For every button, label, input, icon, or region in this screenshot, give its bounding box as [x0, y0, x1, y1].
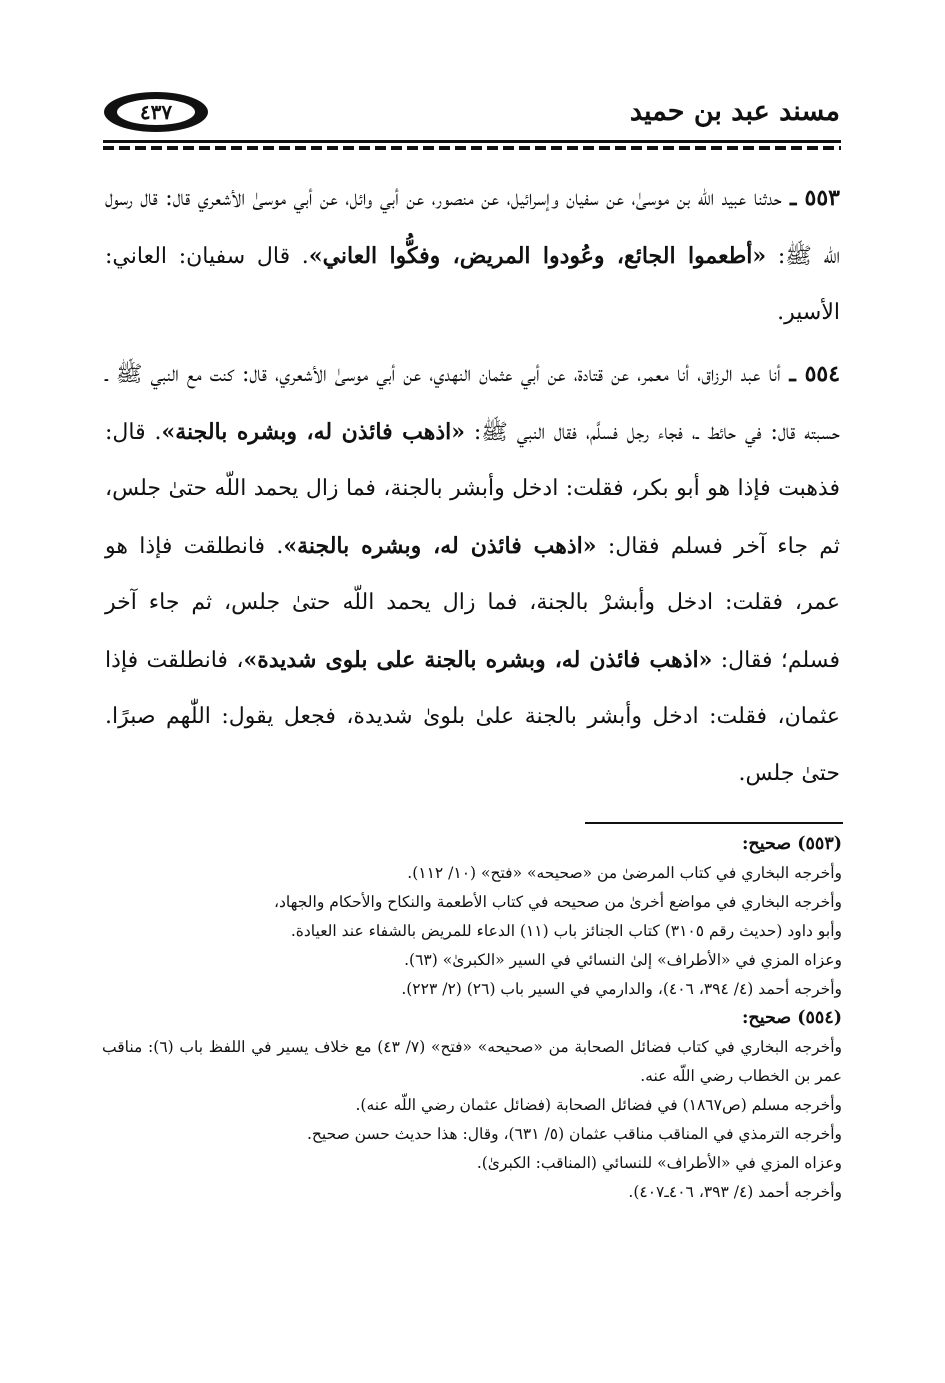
hadith-554-body-3: . فانطلقت فإذا هو عمر، فقلت: ادخل وأبشرْ بالجنة، فما زال يحمد اللّه حتىٰ جلس، ثم جاء آخر فسلم؛ فقال:: [105, 533, 840, 673]
hadith-554: [105, 346, 840, 802]
header-rule: [103, 140, 841, 152]
footnote-554-line: وعزاه المزي في «الأطراف» للنسائي (المناقب: الكبرىٰ).: [476, 1154, 842, 1172]
hadith-554-text: [105, 346, 840, 802]
hadith-554-dash: ـ: [780, 361, 805, 387]
page-header: [100, 88, 840, 138]
header-rule-dashed: [103, 146, 841, 150]
hadith-554-number: ٥٥٤: [804, 361, 841, 387]
page-number: ٤٣٧: [117, 99, 195, 125]
hadith-554-body-2: . قال: فذهبت فإذا هو أبو بكر، فقلت: ادخل وأبشر بالجنة، فما زال يحمد اللّه حتىٰ جلس، ثم جاء آخر فسلم فقال:: [105, 419, 840, 559]
hadith-553-body-2: . قال سفيان: العاني: الأسير.: [105, 243, 840, 325]
hadith-554-saying-3: «اذهب فائذن له، وبشره بالجنة على بلوى شديدة»: [243, 646, 713, 673]
footnote-553-heading: (٥٥٣) صحيح:: [741, 834, 842, 854]
hadith-554-body-4: ، فانطلقت فإذا عثمان، فقلت: ادخل وأبشر بالجنة علىٰ بلوىٰ شديدة، فجعل يقول: اللّٰهم صبرًا. حتىٰ جلس.: [105, 647, 840, 786]
hadith-553-text: [105, 170, 840, 342]
book-title: مسند عبد بن حميد: [629, 96, 840, 127]
footnote-separator: [585, 822, 843, 824]
footnote-553-line: وأخرجه أحمد (٤/ ٣٩٤، ٤٠٦)، والدارمي في السير باب (٢٦) (٢/ ٢٢٣).: [401, 980, 842, 998]
footnote-554-line: وأخرجه أحمد (٤/ ٣٩٣، ٤٠٦ـ٤٠٧).: [628, 1183, 842, 1201]
hadith-553-body-1: حدثنا عبيد اللّه بن موسىٰ، عن سفيان وإسرائيل، عن منصور، عن أبي وائل، عن أبي موسىٰ الأشعري قال: قال رسول اللّه ﷺ:: [105, 186, 840, 269]
header-rule-solid: [103, 140, 841, 143]
footnotes: [102, 830, 842, 1207]
hadith-554-saying-2: «اذهب فائذن له، وبشره بالجنة»: [283, 532, 597, 559]
footnote-553-line: وأخرجه البخاري في كتاب المرضىٰ من «صحيحه» «فتح» (١٠/ ١١٢).: [407, 864, 842, 882]
hadith-554-body-1: أنا عبد الرزاق، أنا معمر، عن قتادة، عن أبي عثمان النهدي، عن أبي موسىٰ الأشعري، قال: كنت مع النبي ﷺ ـ حسبته قال: في حائط ـ، فجاء رجل فسلَّم، فقال النبي ﷺ:: [105, 362, 840, 445]
hadith-553-prophetic-saying: «أطعموا الجائع، وعُودوا المريض، وفكُّوا العاني»: [308, 242, 767, 269]
footnote-553-line: وعزاه المزي في «الأطراف» إلىٰ النسائي في السير «الكبرىٰ» (٦٣).: [404, 951, 842, 969]
hadith-553: [105, 170, 840, 342]
hadith-553-number: ٥٥٣: [804, 185, 840, 211]
page-number-badge: [104, 92, 208, 132]
footnote-553-line: وأخرجه البخاري في مواضع أخرىٰ من صحيحه في كتاب الأطعمة والنكاح والأحكام والجهاد،: [274, 893, 842, 911]
footnote-554-heading: (٥٥٤) صحيح:: [741, 1008, 842, 1028]
footnote-554-line: وأخرجه البخاري في كتاب فضائل الصحابة من «صحيحه» «فتح» (٧/ ٤٣) مع خلاف يسير في اللفظ باب (٦): مناقب عمر بن الخطاب رضي اللّه عنه.: [102, 1038, 843, 1085]
footnote-554-line: وأخرجه مسلم (ص١٨٦٧) في فضائل الصحابة (فضائل عثمان رضي اللّه عنه).: [355, 1096, 842, 1114]
hadith-554-saying-1: «اذهب فائذن له، وبشره بالجنة»: [161, 418, 466, 445]
hadith-553-dash: ـ: [781, 185, 805, 211]
footnote-554-line: وأخرجه الترمذي في المناقب مناقب عثمان (٥/ ٦٣١)، وقال: هذا حديث حسن صحيح.: [306, 1125, 842, 1143]
footnote-553-line: وأبو داود (حديث رقم ٣١٠٥) كتاب الجنائز باب (١١) الدعاء للمريض بالشفاء عند العيادة.: [290, 922, 842, 940]
